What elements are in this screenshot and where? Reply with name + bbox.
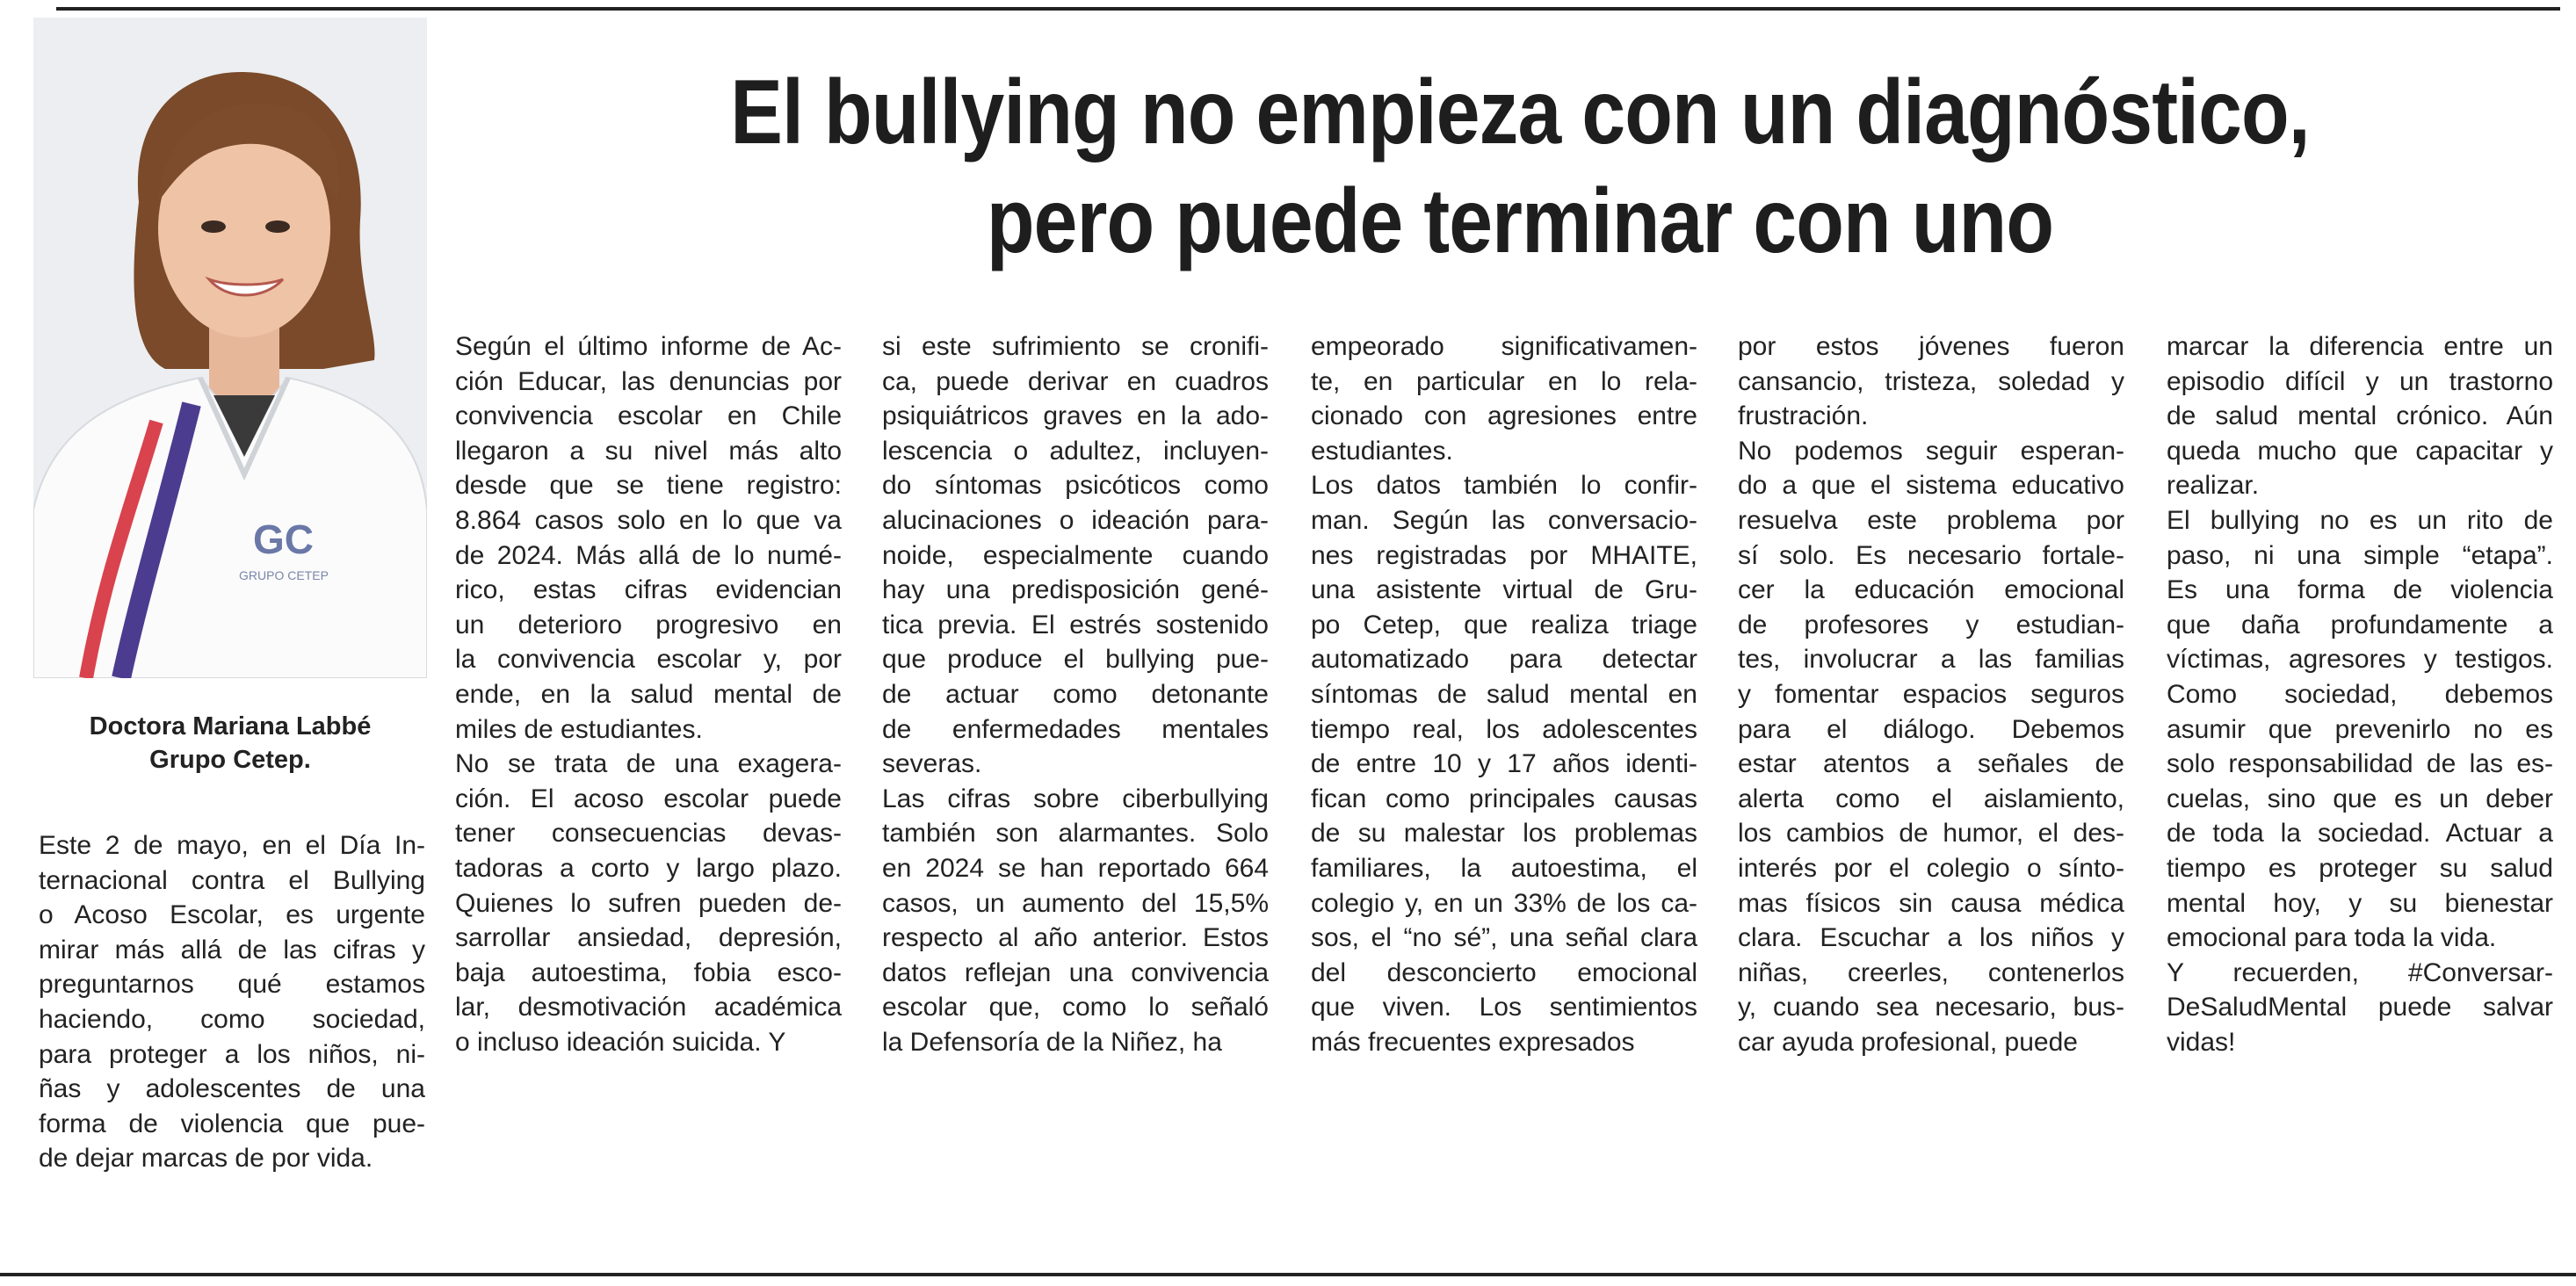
article-line: lar, desmotivación académica (455, 993, 842, 1022)
article-line: colegio y, en un 33% de los ca- (1311, 888, 1697, 918)
article-line: una asistente virtual de Gru- (1311, 575, 1697, 605)
article-line: víctimas, agresores y testigos. (2167, 645, 2553, 675)
article-line: miles de estudiantes. (455, 714, 703, 744)
article-line: psiquiátricos graves en la ado- (882, 401, 1269, 431)
article-line: car ayuda profesional, puede (1738, 1027, 2078, 1057)
article-line: El bullying no es un rito de (2167, 505, 2553, 535)
article-line: escolar que, como lo señaló (882, 993, 1269, 1022)
article-line: la Defensoría de la Niñez, ha (882, 1027, 1222, 1057)
article-line: de enfermedades mentales (882, 714, 1269, 744)
article-line: y fomentar espacios seguros (1738, 679, 2124, 709)
article-line: del desconcierto emocional (1311, 957, 1697, 987)
article-line: resuelva este problema por (1738, 505, 2124, 535)
article-line: severas. (882, 749, 982, 779)
article-column-1 (39, 828, 425, 1176)
article-line: ción Educar, las denuncias por (455, 366, 842, 396)
article-line: Como sociedad, debemos (2167, 679, 2553, 709)
article-line: noide, especialmente cuando (882, 540, 1269, 570)
article-line: sí solo. Es necesario fortale- (1738, 540, 2124, 570)
article-line: haciendo, como sociedad, (39, 1004, 425, 1034)
article-line: Es una forma de violencia (2167, 575, 2553, 605)
article-line: solo responsabilidad de las es- (2167, 749, 2553, 779)
article-line: tica previa. El estrés sostenido (882, 610, 1269, 639)
bottom-rule (0, 1273, 2576, 1276)
article-line: hay una predisposición gené- (882, 575, 1269, 605)
article-line: o incluso ideación suicida. Y (455, 1027, 786, 1057)
article-line: casos, un aumento del 15,5% (882, 888, 1269, 918)
article-line: episodio difícil y un trastorno (2167, 366, 2553, 396)
article-line: No podemos seguir esperan- (1738, 436, 2124, 466)
article-line: tiempo real, los adolescentes (1311, 714, 1697, 744)
article-line: en 2024 se han reportado 664 (882, 853, 1269, 883)
article-column-5 (1738, 329, 2124, 1059)
article-line: llegaron a su nivel más alto (455, 436, 842, 466)
article-line: paso, ni una simple “etapa”. (2167, 540, 2553, 570)
article-line: lescencia o adultez, incluyen- (882, 436, 1269, 466)
article-line: Según el último informe de Ac- (455, 332, 842, 361)
article-line: Las cifras sobre ciberbullying (882, 784, 1269, 813)
article-line: nes registradas por MHAITE, (1311, 540, 1697, 570)
article-line: ción. El acoso escolar puede (455, 784, 842, 813)
article-line: para proteger a los niños, ni- (39, 1039, 425, 1069)
article-line: tener consecuencias devas- (455, 819, 842, 849)
article-line: man. Según las conversacio- (1311, 505, 1697, 535)
article-line: asumir que prevenirlo no es (2167, 714, 2553, 744)
article-column-6 (2167, 329, 2553, 1059)
portrait-doctor-photo-icon (33, 18, 427, 678)
article-line: si este sufrimiento se cronifi- (882, 332, 1269, 361)
article-line: o Acoso Escolar, es urgente (39, 900, 425, 930)
article-line: queda mucho que capacitar y (2167, 436, 2553, 466)
article-line: empeorado significativamen- (1311, 332, 1697, 361)
article-line: 8.864 casos solo en lo que va (455, 505, 842, 535)
article-line: Y recuerden, #Conversar- (2167, 957, 2553, 987)
article-line: do a que el sistema educativo (1738, 471, 2124, 501)
article-line: también son alarmantes. Solo (882, 819, 1269, 849)
article-line: por estos jóvenes fueron (1738, 332, 2124, 361)
article-line: vidas! (2167, 1027, 2236, 1057)
article-line: po Cetep, que realiza triage (1311, 610, 1697, 639)
article-line: mas físicos sin causa médica (1738, 888, 2124, 918)
author-photo (33, 18, 427, 678)
article-line: para el diálogo. Debemos (1738, 714, 2124, 744)
article-line: ende, en la salud mental de (455, 679, 842, 709)
article-line: mental hoy, y su bienestar (2167, 888, 2553, 918)
article-line: automatizado para detectar (1311, 645, 1697, 675)
svg-text:GRUPO CETEP: GRUPO CETEP (239, 568, 329, 582)
article-line: tadoras a corto y largo plazo. (455, 853, 842, 883)
article-line: familiares, la autoestima, el (1311, 853, 1697, 883)
article-line: tiempo es proteger su salud (2167, 853, 2553, 883)
article-line: mirar más allá de las cifras y (39, 935, 425, 964)
article-line: ternacional contra el Bullying (39, 865, 425, 895)
article-line: que daña profundamente a (2167, 610, 2553, 639)
article-line: No se trata de una exagera- (455, 749, 842, 779)
article-line: sos, el “no sé”, una señal clara (1311, 923, 1697, 953)
article-line: de dejar marcas de por vida. (39, 1144, 373, 1174)
article-line: de salud mental crónico. Aún (2167, 401, 2553, 431)
headline-line-2: pero puede terminar con uno (986, 170, 2054, 272)
article-line: baja autoestima, fobia esco- (455, 957, 842, 987)
article-column-4 (1311, 329, 1697, 1059)
article-line: de entre 10 y 17 años identi- (1311, 749, 1697, 779)
article-line: cionado con agresiones entre (1311, 401, 1697, 431)
article-line: realizar. (2167, 471, 2260, 501)
article-line: fican como principales causas (1311, 784, 1697, 813)
article-line: ñas y adolescentes de una (39, 1074, 425, 1104)
article-line: ca, puede derivar en cuadros (882, 366, 1269, 396)
article-line: cuelas, sino que es un deber (2167, 784, 2553, 813)
article-line: de 2024. Más allá de lo numé- (455, 540, 842, 570)
article-line: convivencia escolar en Chile (455, 401, 842, 431)
article-line: Quienes lo sufren pueden de- (455, 888, 842, 918)
author-organization: Grupo Cetep. (149, 746, 311, 774)
article-line: estar atentos a señales de (1738, 749, 2124, 779)
article-line: estudiantes. (1311, 436, 1453, 466)
article-line: DeSaludMental puede salvar (2167, 993, 2553, 1022)
article-line: rico, estas cifras evidencian (455, 575, 842, 605)
svg-text:GC: GC (253, 517, 314, 562)
article-line: cansancio, tristeza, soledad y (1738, 366, 2124, 396)
article-line: frustración. (1738, 401, 1869, 431)
article-line: la convivencia escolar y, por (455, 645, 842, 675)
article-line: los cambios de humor, el des- (1738, 819, 2124, 849)
article-line: niñas, creerles, contenerlos (1738, 957, 2124, 987)
author-caption (33, 710, 427, 777)
article-line: síntomas de salud mental en (1311, 679, 1697, 709)
article-line: datos reflejan una convivencia (882, 957, 1269, 987)
article-line: de su malestar los problemas (1311, 819, 1697, 849)
article-line: de profesores y estudian- (1738, 610, 2124, 639)
article-line: respecto al año anterior. Estos (882, 923, 1269, 953)
article-line: preguntarnos qué estamos (39, 970, 425, 1000)
top-rule (56, 7, 2560, 11)
headline (474, 58, 2565, 276)
article-line: que viven. Los sentimientos (1311, 993, 1697, 1022)
author-name: Doctora Mariana Labbé (89, 712, 372, 741)
article-line: alerta como el aislamiento, (1738, 784, 2124, 813)
article-line: desde que se tiene registro: (455, 471, 842, 501)
article-line: forma de violencia que pue- (39, 1109, 425, 1138)
article-line: cer la educación emocional (1738, 575, 2124, 605)
article-line: Este 2 de mayo, en el Día In- (39, 831, 425, 860)
article-line: te, en particular en lo rela- (1311, 366, 1697, 396)
article-column-3 (882, 329, 1269, 1059)
headline-line-1: El bullying no empieza con un diagnóstico, (730, 61, 2310, 163)
article-line: marcar la diferencia entre un (2167, 332, 2553, 361)
article-line: emocional para toda la vida. (2167, 923, 2497, 953)
article-line: interés por el colegio o sínto- (1738, 853, 2124, 883)
article-line: de toda la sociedad. Actuar a (2167, 819, 2553, 849)
article-line: Los datos también lo confir- (1311, 471, 1697, 501)
article-line: alucinaciones o ideación para- (882, 505, 1269, 535)
article-line: de actuar como detonante (882, 679, 1269, 709)
article-line: y, cuando sea necesario, bus- (1738, 993, 2124, 1022)
article-line: clara. Escuchar a los niños y (1738, 923, 2124, 953)
article-line: tes, involucrar a las familias (1738, 645, 2124, 675)
article-column-2 (455, 329, 842, 1059)
article-line: do síntomas psicóticos como (882, 471, 1269, 501)
article-line: un deterioro progresivo en (455, 610, 842, 639)
article-line: que produce el bullying pue- (882, 645, 1269, 675)
article-line: sarrollar ansiedad, depresión, (455, 923, 842, 953)
article-line: más frecuentes expresados (1311, 1027, 1635, 1057)
